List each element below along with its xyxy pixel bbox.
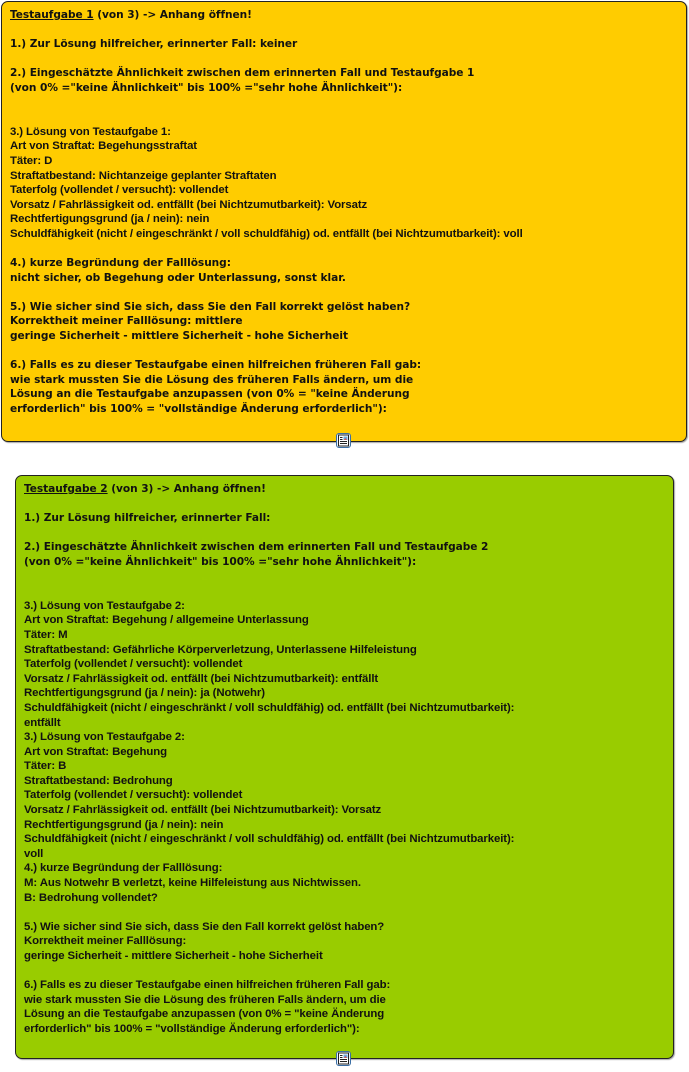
spacer (24, 584, 673, 599)
solution-line: Rechtfertigungsgrund (ja / nein): nein (24, 818, 224, 831)
solution-line: Taterfolg (vollendet / versucht): vollendet (24, 789, 243, 802)
spacer (24, 497, 673, 512)
solution-line: Art von Straftat: Begehung (24, 745, 167, 758)
q1-helpful-case: 1.) Zur Lösung hilfreicher, erinnerter Fall: keiner (10, 38, 298, 51)
task-card-1 (1, 1, 687, 442)
solution-line: voll (24, 847, 44, 860)
solution-line: Vorsatz / Fahrlässigkeit od. entfällt (bei Nichtzumutbarkeit): Vorsatz (24, 804, 382, 817)
q6-line: erforderlich" bis 100% = "vollständige Änderung erforderlich"): (24, 1022, 360, 1035)
solution-heading: 3.) Lösung von Testaufgabe 1: (10, 125, 171, 138)
q6-line: Lösung an die Testaufgabe anzupassen (von 0% = "keine Änderung (24, 1008, 385, 1021)
solution-block (10, 125, 686, 242)
spacer (10, 52, 686, 67)
spacer (24, 526, 673, 541)
solution-line: Täter: M (24, 628, 68, 641)
q6-line: wie stark mussten Sie die Lösung des früheren Falls ändern, um die (10, 373, 414, 386)
solution-line: Art von Straftat: Begehungsstraftat (10, 140, 197, 153)
task-title-rest: (von 3) -> Anhang öffnen! (93, 9, 252, 21)
q6-line: wie stark mussten Sie die Lösung des früheren Falls ändern, um die (24, 993, 386, 1006)
solution-line: Täter: B (24, 760, 67, 773)
task-title-rest: (von 3) -> Anhang öffnen! (107, 483, 266, 495)
q4-heading: 4.) kurze Begründung der Falllösung: (10, 257, 231, 270)
q4-heading: 4.) kurze Begründung der Falllösung: (24, 862, 223, 875)
solution-line: Rechtfertigungsgrund (ja / nein): ja (Notwehr) (24, 687, 265, 700)
q2-similarity-line-2: (von 0% ="keine Ähnlichkeit" bis 100% ="sehr hohe Ähnlichkeit"): (10, 81, 403, 94)
solution-line: Rechtfertigungsgrund (ja / nein): nein (10, 213, 210, 226)
attachment-icon-button[interactable] (336, 433, 351, 448)
task-title (10, 8, 686, 23)
solution-line: Schuldfähigkeit (nicht / eingeschränkt / voll schuldfähig) od. entfällt (bei Nichtzumutbarkeit): (24, 833, 515, 846)
solution-line: Täter: D (10, 154, 53, 167)
spacer (24, 905, 673, 920)
q2-similarity-line-1: 2.) Eingeschätzte Ähnlichkeit zwischen dem erinnerten Fall und Testaufgabe 1 (10, 67, 475, 80)
q5-heading: 5.) Wie sicher sind Sie sich, dass Sie den Fall korrekt gelöst haben? (10, 300, 411, 313)
attachment-icon-button[interactable] (336, 1051, 351, 1066)
solution-line: Straftatbestand: Nichtanzeige geplanter Straftaten (10, 169, 277, 182)
q2-similarity-line-1: 2.) Eingeschätzte Ähnlichkeit zwischen dem erinnerten Fall und Testaufgabe 2 (24, 541, 489, 554)
q1-helpful-case: 1.) Zur Lösung hilfreicher, erinnerter Fall: (24, 512, 271, 525)
q5-scale: geringe Sicherheit - mittlere Sicherheit - hohe Sicherheit (10, 330, 348, 343)
solution-heading: 3.) Lösung von Testaufgabe 2: (24, 731, 185, 744)
spacer (10, 285, 686, 300)
solution-line: Vorsatz / Fahrlässigkeit od. entfällt (bei Nichtzumutbarkeit): Vorsatz (10, 198, 368, 211)
spacer (10, 242, 686, 257)
q6-line: 6.) Falls es zu dieser Testaufgabe einen hilfreichen früheren Fall gab: (10, 359, 422, 372)
q5-correctness-value: Korrektheit meiner Falllösung: (24, 935, 187, 948)
q5-correctness-value: Korrektheit meiner Falllösung: mittlere (10, 315, 243, 328)
task-card-2 (15, 475, 674, 1059)
solution-line: Straftatbestand: Gefährliche Körperverletzung, Unterlassene Hilfeleistung (24, 643, 417, 656)
spacer (24, 570, 673, 585)
solution-block (24, 599, 673, 1037)
spacer (24, 964, 673, 979)
task-title-link[interactable]: Testaufgabe 2 (24, 483, 108, 495)
q4-reason: B: Bedrohung vollendet? (24, 891, 158, 904)
spacer (10, 23, 686, 38)
task-title-link[interactable]: Testaufgabe 1 (10, 9, 94, 21)
q6-line: erforderlich" bis 100% = "vollständige Änderung erforderlich"): (10, 403, 387, 416)
solution-line: Art von Straftat: Begehung / allgemeine Unterlassung (24, 614, 309, 627)
spacer (10, 344, 686, 359)
q2-similarity-line-2: (von 0% ="keine Ähnlichkeit" bis 100% ="sehr hohe Ähnlichkeit"): (24, 555, 417, 568)
document-image-icon (337, 434, 350, 447)
q4-reason: nicht sicher, ob Begehung oder Unterlassung, sonst klar. (10, 271, 346, 284)
q6-line: 6.) Falls es zu dieser Testaufgabe einen hilfreichen früheren Fall gab: (24, 979, 391, 992)
spacer (10, 96, 686, 111)
q4-reason: M: Aus Notwehr B verletzt, keine Hilfeleistung aus Nichtwissen. (24, 877, 361, 890)
q5-heading: 5.) Wie sicher sind Sie sich, dass Sie den Fall korrekt gelöst haben? (24, 920, 385, 933)
solution-line: Taterfolg (vollendet / versucht): vollendet (10, 184, 229, 197)
solution-line: Vorsatz / Fahrlässigkeit od. entfällt (bei Nichtzumutbarkeit): entfällt (24, 672, 379, 685)
spacer (10, 110, 686, 125)
solution-line: Schuldfähigkeit (nicht / eingeschränkt / voll schuldfähig) od. entfällt (bei Nichtzumutbarkeit): voll (10, 227, 523, 240)
task-title (24, 482, 673, 497)
solution-line: Straftatbestand: Bedrohung (24, 774, 173, 787)
document-image-icon (337, 1052, 350, 1065)
solution-line: entfällt (24, 716, 61, 729)
q5-scale: geringe Sicherheit - mittlere Sicherheit - hohe Sicherheit (24, 950, 323, 962)
q6-line: Lösung an die Testaufgabe anzupassen (von 0% = "keine Änderung (10, 388, 410, 401)
solution-line: Taterfolg (vollendet / versucht): vollendet (24, 658, 243, 671)
solution-heading: 3.) Lösung von Testaufgabe 2: (24, 599, 185, 612)
solution-line: Schuldfähigkeit (nicht / eingeschränkt / voll schuldfähig) od. entfällt (bei Nichtzumutbarkeit): (24, 701, 515, 714)
